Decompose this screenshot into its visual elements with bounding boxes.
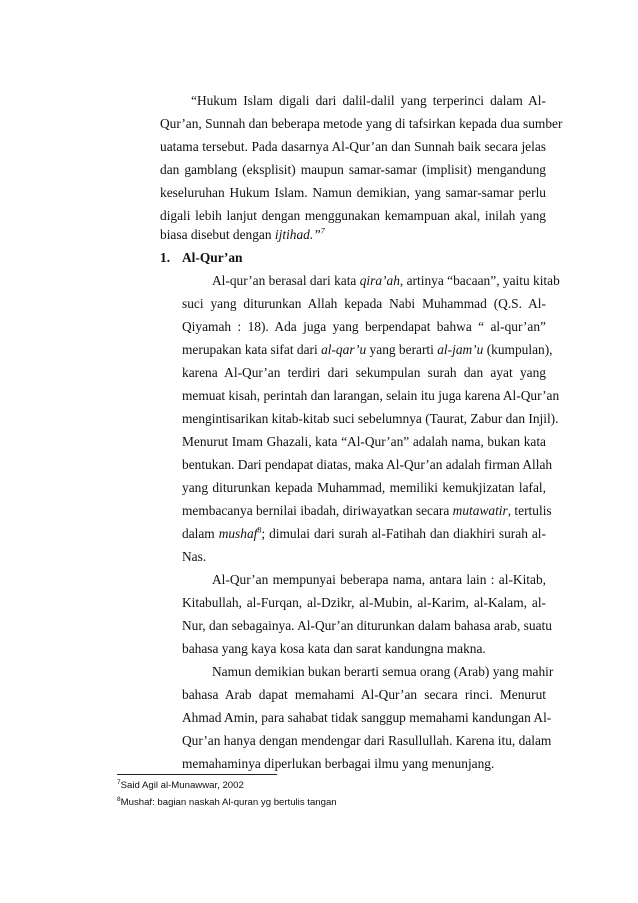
footnote-text: Mushaf: bagian naskah Al-quran yg bertulis tangan — [120, 797, 337, 808]
footnote-ref-7[interactable]: 7 — [320, 226, 325, 236]
p1-line: memuat kisah, perintah dan larangan, selain itu juga karena Al-Qur’an — [182, 388, 560, 403]
footnote-number: 8 — [117, 795, 121, 803]
p3-line: memahaminya diperlukan berbagai ilmu yang menunjang. — [182, 756, 495, 771]
term-qiraah: qira’ah, — [359, 273, 404, 288]
p2-line: bahasa yang kaya kosa kata dan sarat kandungna makna. — [182, 641, 486, 656]
p1-line: bentukan. Dari pendapat diatas, maka Al-Qur’an adalah firman Allah — [182, 457, 553, 472]
footnote-divider — [117, 774, 277, 775]
term-mushaf: mushaf — [218, 526, 258, 541]
quote-text: biasa disebut dengan — [160, 227, 275, 242]
p2-line: Nur, dan sebagainya. Al-Qur’an diturunkan dalam bahasa arab, suatu — [182, 618, 552, 633]
p1-line: karena Al-Qur’an terdiri dari sekumpulan surah dan ayat yang — [182, 365, 546, 380]
p1-line: Al-qur’an berasal dari kata qira’ah, artinya “bacaan”, yaitu kitab — [212, 273, 560, 288]
term-al-qaru: al-qar’u — [321, 342, 367, 357]
p2-line: Al-Qur’an mempunyai beberapa nama, antara lain : al-Kitab, — [212, 572, 546, 587]
footnote-8 — [117, 797, 337, 809]
footnote-7 — [117, 780, 244, 792]
quote-last-line — [160, 227, 325, 243]
term-mutawatir: mutawatir — [452, 503, 508, 518]
p1-line: dalam mushaf$^8$; dimulai dari surah al-Fatihah dan diakhiri surah al- — [182, 525, 546, 541]
p1-line: suci yang diturunkan Allah kepada Nabi Muhammad (Q.S. Al- — [182, 296, 546, 311]
p1-line: mengintisarikan kitab-kitab suci sebelumnya (Taurat, Zabur dan Injil). — [182, 411, 559, 426]
p3-line: Ahmad Amin, para sahabat tidak sanggup memahami kandungan Al- — [182, 710, 552, 725]
p1-line: yang diturunkan kepada Muhammad, memiliki kemukjizatan lafal, — [182, 480, 546, 495]
footnote-ref-8[interactable]: 8 — [257, 525, 262, 535]
p3-line: bahasa Arab dapat memahami Al-Qur’an secara rinci. Menurut — [182, 687, 546, 702]
p1-line: Qiyamah : 18). Ada juga yang berpendapat bahwa “ al-qur’an” — [182, 319, 546, 334]
p3-line: Qur’an hanya dengan mendengar dari Rasullullah. Karena itu, dalam — [182, 733, 552, 748]
p1-line: merupakan kata sifat dari al-qar’u yang berarti al-jam’u (kumpulan), — [182, 342, 553, 357]
p1-line: Nas. — [182, 549, 207, 564]
quote-line: uatama tersebut. Pada dasarnya Al-Qur’an dan Sunnah baik secara jelas — [160, 139, 546, 154]
quote-line: dan gamblang (eksplisit) maupun samar-samar (implisit) mengandung — [160, 162, 546, 177]
section-number: 1. — [160, 250, 171, 265]
quote-line: keseluruhan Hukum Islam. Namun demikian, yang samar-samar perlu — [160, 185, 546, 200]
p3-line: Namun demikian bukan berarti semua orang (Arab) yang mahir — [212, 664, 554, 679]
p2-line: Kitabullah, al-Furqan, al-Dzikr, al-Mubin, al-Karim, al-Kalam, al- — [182, 595, 546, 610]
p1-line: Menurut Imam Ghazali, kata “Al-Qur’an” adalah nama, bukan kata — [182, 434, 546, 449]
quote-line: digali lebih lanjut dengan menggunakan kemampuan akal, inilah yang — [160, 208, 546, 223]
p1-line: membacanya bernilai ibadah, diriwayatkan secara mutawatir, tertulis — [182, 503, 552, 518]
quote-term-ijtihad: ijtihad. — [274, 227, 314, 242]
quote-line: Qur’an, Sunnah dan beberapa metode yang di tafsirkan kepada dua sumber — [160, 116, 563, 131]
footnote-number: 7 — [117, 778, 121, 786]
term-al-jamu: al-jam’u — [437, 342, 484, 357]
footnote-text: Said Agil al-Munawwar, 2002 — [120, 780, 244, 791]
quote-close-mark: ” — [313, 227, 321, 242]
quote-line: “Hukum Islam digali dari dalil-dalil yang terperinci dalam Al- — [191, 93, 546, 108]
section-title: Al-Qur’an — [182, 250, 243, 265]
